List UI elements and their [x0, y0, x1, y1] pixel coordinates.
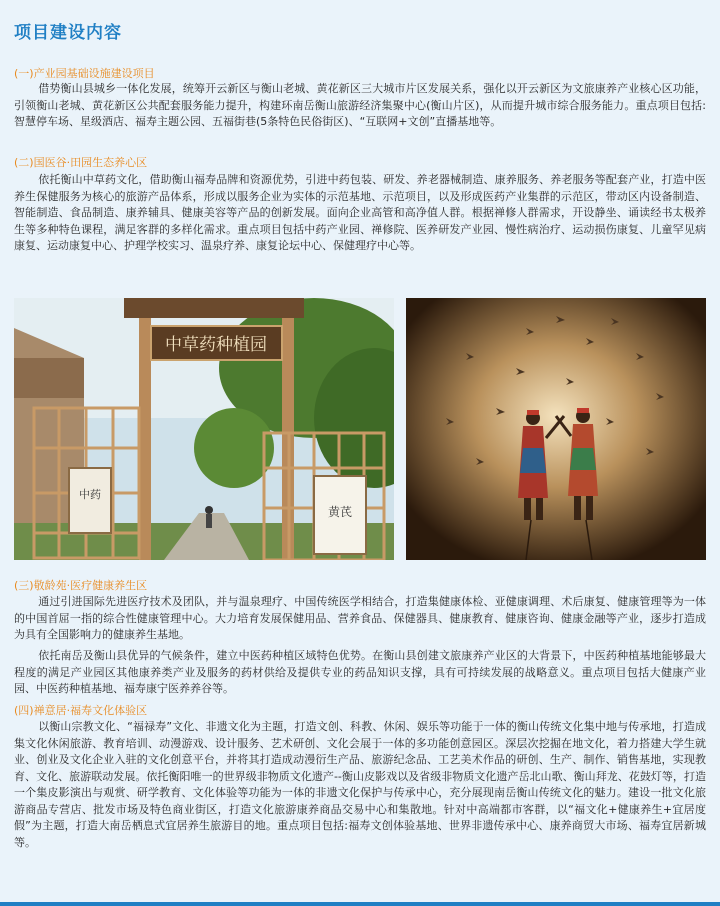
section-3-paragraph-2: 依托南岳及衡山县优异的气候条件，建立中医药种植区域特色优势。在衡山县创建文旅康养产业区的大背景下，中医药种植基地能够最大程度的满足产业园区其他康养类产业及服务的药材供给及提供专业的药品知识支撑，具有可持续发展的战略意义。重点项目包括大健康产业园、中医药种植基地、福寿康宁医养养谷等。 — [14, 649, 706, 695]
section-4-heading: (四)禅意居·福寿文化体验区 — [14, 704, 148, 717]
herb-garden-photo — [14, 298, 394, 560]
page-title: 项目建设内容 — [14, 23, 122, 43]
section-2-paragraph: 依托衡山中草药文化，借助衡山福寿品牌和资源优势，引进中药包装、研发、养老器械制造、康养服务、养老服务等配套产业，打造中医养生保健服务为核心的旅游产品体系，形成以服务企业为实体的示范基地、示范项目，以及形成医药产业集群的示范区，带动区内设备制造、智能制造、食品制造、康养辅具、健康美容等产品的创新发展。面向企业高管和高净值人群。根据禅修人群需求，开设静坐、诵读经书太极养生等多种特色课程，满足客群的多样化需求。重点项目包括中药产业园、禅修院、医养研发产业园、慢性病治疗、运动损伤康复、儿童罕见病康复、运动康复中心、护理学校实习、温泉疗养、康复论坛中心、保健理疗中心等。 — [14, 173, 706, 252]
info-board-text: 黄芪 — [327, 505, 353, 519]
section-1-paragraph: 借势衡山县城乡一体化发展，统筹开云新区与衡山老城、黄花新区三大城市片区发展关系，强化以开云新区为文旅康养产业核心区功能，引领衡山老城、黄花新区公共配套服务能力提升，构建环南岳衡山旅游经济集聚中心(衡山片区)，从而提升城市综合服务能力。重点项目包括:智慧停车场、星级酒店、福寿主题公园、五福街巷(5条特色民俗街区)、“互联网+文创”直播基地等。 — [14, 82, 706, 128]
shadow-puppet-photo — [406, 298, 706, 560]
section-1-heading: (一)产业园基础设施建设项目 — [14, 67, 155, 80]
poster-text: 中药 — [79, 488, 101, 501]
section-4-paragraph: 以衡山宗教文化、“福禄寿”文化、非遗文化为主题，打造文创、科教、休闲、娱乐等功能于一体的衡山传统文化集中地与传承地，打造成集文化休闲旅游、教育培训、动漫游戏、设计服务、艺术研创、文化会展于一体的多功能创意园区。深层次挖掘在地文化，着力搭建大学生就业、创业及文化企业入驻的文化创意平台，并将其打造成动漫衍生产品、旅游纪念品、工艺美术作品的研创、生产、制作、销售基地，实现教育、文化、旅游联动发展。依托衡阳唯一的世界级非物质文化遗产--衡山皮影戏以及省级非物质文化遗产岳北山歌、衡山拜龙、花鼓灯等，打造一个集皮影演出与观赏、研学教育、文化体验等功能为一体的非遗文化保护与传承中心，充分展现南岳衡山传统文化的魅力。建设一批文化旅游商品专营店、批发市场及特色商业街区，打造文化旅游康养商品交易中心和集散地。针对中高端都市客群，以“福文化+健康养生+宜居度假”为主题，打造大南岳栖息式宜居养生旅游目的地。重点项目包括:福寿文创体验基地、世界非遗传承中心、康养商贸大市场、福寿宜居新城等。 — [14, 720, 706, 849]
section-3-paragraph-1: 通过引进国际先进医疗技术及团队，并与温泉理疗、中国传统医学相结合，打造集健康体检、亚健康调理、术后康复、健康管理等为一体的中国首屈一指的综合性健康管理中心。大力培育发展保健用品、营养食品、保健器具、健康教育、健康咨询、健康金融等产业，逐步打造成为具有全国影响力的健康养生基地。 — [14, 595, 706, 641]
section-2-heading: (二)国医谷·田园生态养心区 — [14, 156, 148, 169]
section-3-heading: (三)敬龄苑·医疗健康养生区 — [14, 579, 148, 592]
bottom-accent-bar — [0, 902, 720, 906]
garden-sign-text: 中草药种植园 — [165, 335, 267, 355]
